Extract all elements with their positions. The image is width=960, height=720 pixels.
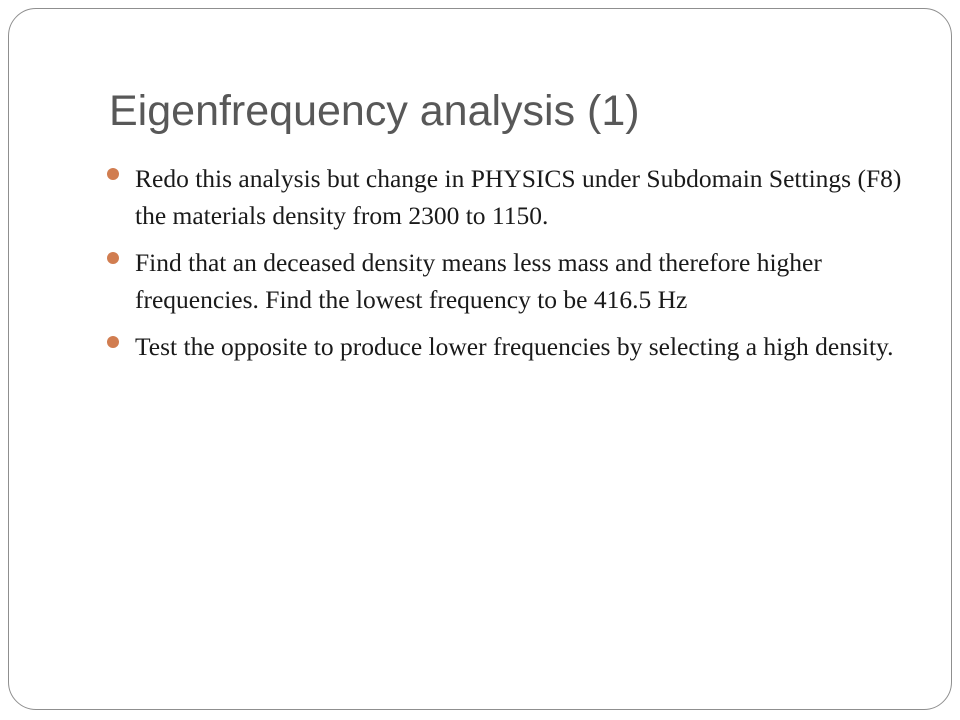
slide-title: Eigenfrequency analysis (1) (109, 87, 640, 135)
bullet-dot-icon (107, 252, 119, 264)
bullet-dot-icon (107, 168, 119, 180)
bullet-text: Test the opposite to produce lower frequencies by selecting a high density. (135, 332, 894, 361)
bullet-text: Redo this analysis but change in PHYSICS under Subdomain Settings (F8) the materials density from 2300 to 1150. (135, 164, 902, 230)
bullet-text: Find that an deceased density means less mass and therefore higher frequencies. Find the lowest frequency to be 416.5 Hz (135, 248, 822, 314)
bullet-item (107, 160, 907, 234)
bullet-item (107, 244, 907, 318)
bullet-list (107, 160, 907, 375)
bullet-dot-icon (107, 336, 119, 348)
bullet-item (107, 328, 907, 365)
